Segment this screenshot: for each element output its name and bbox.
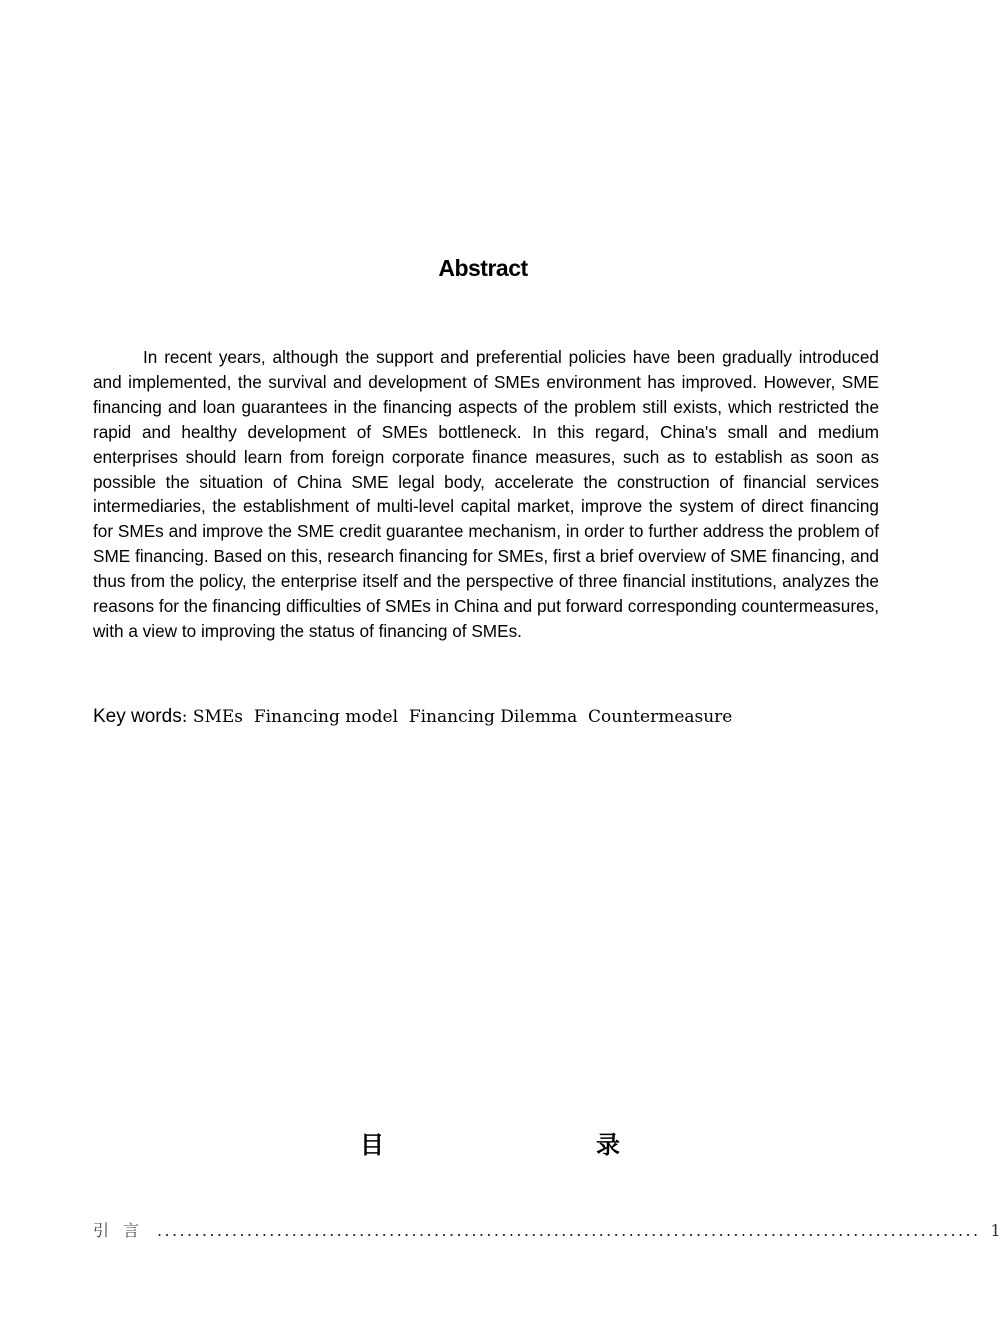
toc-entry-page-number: 1: [990, 1221, 1001, 1240]
toc-entry-label: 引言: [93, 1221, 154, 1240]
toc-title: [0, 1125, 950, 1165]
abstract-body: In recent years, although the support and preferential policies have been gradually introduced and implemented, the survival and development of SMEs environment has improved. However, SME financing and loan guarantees in the financing aspects of the problem still exists, which restricted the rapid and healthy development of SMEs bottleneck. In this regard, China's small and medium enterprises should learn from foreign corporate finance measures, such as to establish as soon as possible the situation of China SME legal body, accelerate the construction of financial services intermediaries, the establishment of multi-level capital market, improve the system of direct financing for SMEs and improve the SME credit guarantee mechanism, in order to further address the problem of SME financing. Based on this, research financing for SMEs, first a brief overview of SME financing, and thus from the policy, the enterprise itself and the perspective of three financial institutions, analyzes the reasons for the financing difficulties of SMEs in China and put forward corresponding countermeasures, with a view to improving the status of financing of SMEs.: [93, 347, 879, 641]
keywords-line: [93, 706, 883, 728]
toc-title-char-1: 目: [360, 1131, 384, 1159]
abstract-title: Abstract: [438, 255, 528, 281]
toc-entry[interactable]: [93, 1218, 1001, 1242]
keywords-label: Key words: [93, 706, 182, 727]
toc-title-char-2: 录: [596, 1131, 620, 1159]
toc-entry-leader: ..............................................................................................................: [157, 1221, 981, 1240]
keywords-value: : SMEs Financing model Financing Dilemma Countermeasure: [181, 707, 733, 727]
